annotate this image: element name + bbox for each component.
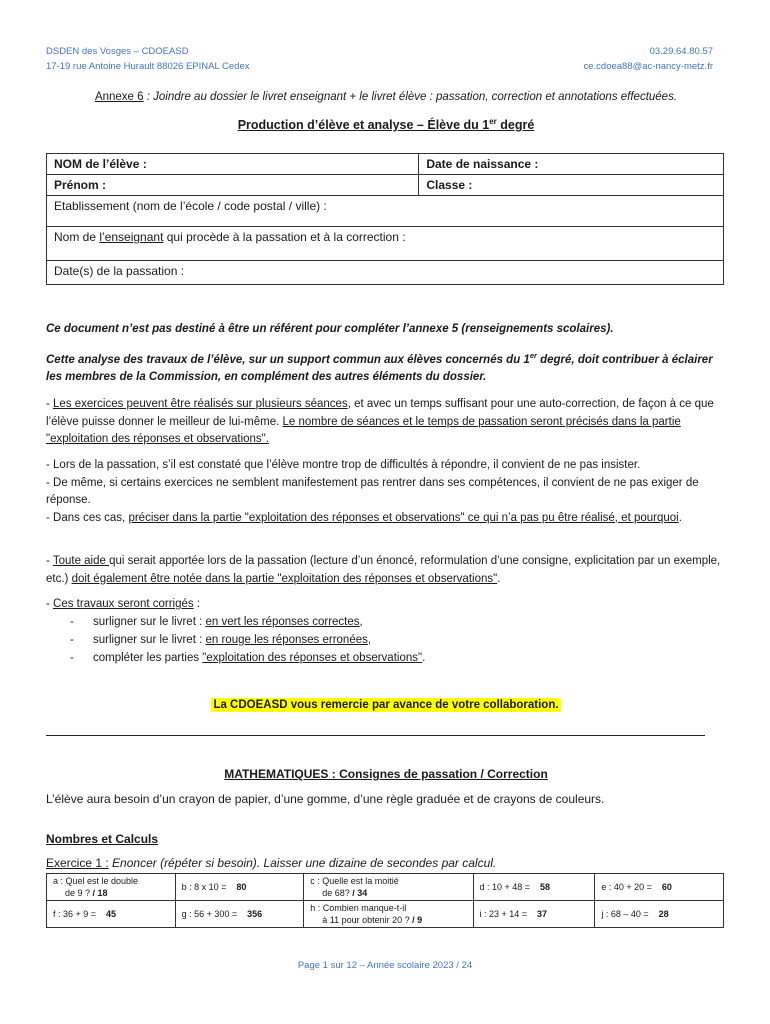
p1-u1: Les exercices peuvent être réalisés sur plusieurs séances <box>53 398 348 410</box>
calc-question: d : 10 + 48 = <box>479 882 531 892</box>
calc-question: i : 23 + 14 = <box>479 909 528 919</box>
bullet-item <box>70 649 720 667</box>
calc-answer: 37 <box>537 909 548 919</box>
thanks-line <box>46 699 726 711</box>
calc-question: h : Combien manque-t-il <box>310 903 407 913</box>
annexe-text: : Joindre au dossier le livret enseignant + le livret élève : passation, correction et annotations effectuées. <box>143 91 678 103</box>
bullet-underlined: "exploitation des réponses et observations" <box>202 652 423 664</box>
calc-question: e : 40 + 20 = <box>601 882 652 892</box>
p2-line-2: - De même, si certains exercices ne semblent manifestement pas rentrer dans ses compétences, il convient de ne pas exiger de réponse. <box>46 476 699 506</box>
p3-dash: - <box>46 555 53 567</box>
calc-cell-b <box>175 874 304 901</box>
p4-t1: : <box>193 598 201 610</box>
calc-cell-j <box>595 901 724 928</box>
calc-question-cont: de 68? <box>322 888 350 898</box>
header-address: 17-19 rue Antoine Hurault 88026 EPINAL Cedex <box>46 61 250 72</box>
bullet-text: surligner sur le livret : <box>93 616 206 628</box>
nom-field[interactable]: NOM de l’élève : <box>47 154 419 175</box>
calc-answer: / 18 <box>92 888 108 898</box>
calc-question-cont: de 9 ? <box>65 888 91 898</box>
title-sup: er <box>489 117 497 126</box>
p2-line-3 <box>46 510 728 528</box>
calc-cell-f <box>47 901 176 928</box>
calculation-table <box>46 873 724 928</box>
p3-t1: qui serait apportée lors de la passation (lecture d’un énoncé, reformulation d’une consigne, explicitation par un exemple, etc.) <box>46 555 721 585</box>
enseignant-a: Nom de <box>54 230 100 244</box>
annexe-line <box>46 91 726 103</box>
note-2b: degré, doit contribuer à éclairer les membres de la Commission, en complément des autres éléments du dossier. <box>46 353 713 383</box>
header-right <box>583 44 713 74</box>
section-nombres-calculs: Nombres et Calculs <box>46 832 159 846</box>
prenom-field[interactable]: Prénom : <box>47 175 419 196</box>
bullet-underlined: en rouge les réponses erronées <box>205 634 368 646</box>
header-org: DSDEN des Vosges – CDOEASD <box>46 46 189 57</box>
paragraph-seances <box>46 396 728 449</box>
page-title <box>46 117 726 132</box>
p3-u2: doit également être notée dans la partie "exploitation des réponses et observations" <box>71 572 498 585</box>
correction-bullets <box>70 613 720 667</box>
thanks-highlight: La CDOEASD vous remercie par avance de votre collaboration. <box>213 699 559 711</box>
exercice-1-instructions <box>46 856 496 870</box>
p2-line-1: - Lors de la passation, s’il est constaté que l’élève montre trop de difficultés à répondre, il convient de ne pas insister. <box>46 459 641 471</box>
calc-answer: 356 <box>247 909 263 919</box>
bullet-dash: - <box>70 634 74 646</box>
bullet-underlined: en vert les réponses correctes <box>205 616 360 628</box>
calc-answer: / 9 <box>412 915 423 925</box>
calc-question: b : 8 x 10 = <box>181 882 227 892</box>
p1-dash: - <box>46 398 54 410</box>
p1-u2: Le nombre de séances et le temps de passation seront précisés dans la partie "exploitation des réponses et observations". <box>46 415 681 445</box>
naissance-field[interactable]: Date de naissance : <box>419 154 724 175</box>
calc-answer: 58 <box>540 882 551 892</box>
calc-cell-a <box>47 874 176 901</box>
calc-answer: 80 <box>236 882 247 892</box>
calc-cell-d <box>473 874 595 901</box>
calc-question: c : Quelle est la moitié <box>310 876 399 886</box>
p3-t2: . <box>497 572 501 585</box>
material-text: L’élève aura besoin d’un crayon de papier, d’une gomme, d’une règle graduée et de crayons de couleurs. <box>46 792 605 806</box>
calc-cell-h <box>304 901 473 928</box>
note-1: Ce document n’est pas destiné à être un référent pour compléter l’annexe 5 (renseignements scolaires). <box>46 323 614 335</box>
table-row <box>47 874 724 901</box>
paragraph-aide <box>46 553 728 588</box>
p1-t1: , et avec un temps suffisant pour une auto-correction, de façon à ce que l’élève puisse donner le meilleur de lui-même. <box>46 398 714 428</box>
p3-u1: Toute aide <box>52 555 110 567</box>
bullet-end: , <box>359 616 363 628</box>
calc-answer: 60 <box>661 882 672 892</box>
paragraph-difficultes <box>46 457 728 527</box>
bullet-dash: - <box>70 616 74 628</box>
p2-l3b: . <box>678 511 682 524</box>
math-title: MATHEMATIQUES : Consignes de passation / Correction <box>224 767 548 781</box>
bullet-end: , <box>367 634 372 646</box>
bullet-text: surligner sur le livret : <box>93 634 206 646</box>
header-left <box>46 44 250 74</box>
calc-question: j : 68 – 40 = <box>601 909 649 919</box>
p4-dash: - <box>46 598 54 610</box>
calc-question: a : Quel est le double <box>53 876 139 886</box>
bullet-item <box>70 613 720 631</box>
paragraph-corriges <box>46 596 728 614</box>
header-phone: 03.29.64.80.57 <box>649 46 713 57</box>
bullet-end: . <box>422 652 426 664</box>
table-row <box>47 901 724 928</box>
title-main: Production d’élève et analyse – Élève du 1 <box>237 118 490 133</box>
p2-l3a: - Dans ces cas, <box>46 511 129 524</box>
calc-question: g : 56 + 300 = <box>181 909 238 919</box>
annexe-label: Annexe 6 <box>94 91 144 103</box>
p2-l3u: préciser dans la partie "exploitation des réponses et observations" ce qui n’a pas pu être réalisé, et pourquoi <box>128 511 679 524</box>
bullet-dash: - <box>70 652 74 664</box>
page-footer: Page 1 sur 12 – Année scolaire 2023 / 24 <box>297 960 473 971</box>
ex1-text: Enoncer (répéter si besoin). Laisser une dizaine de secondes par calcul. <box>108 856 497 870</box>
ex1-label: Exercice 1 : <box>46 856 109 870</box>
note-2a: Cette analyse des travaux de l’élève, sur un support commun aux élèves concernés du 1 <box>46 353 530 366</box>
bullet-item <box>70 631 720 649</box>
calc-answer: / 34 <box>352 888 368 898</box>
bullet-text: compléter les parties <box>93 652 203 664</box>
note-2 <box>46 347 726 386</box>
enseignant-b: qui procède à la passation et à la correction : <box>163 230 406 244</box>
enseignant-field[interactable] <box>47 227 724 261</box>
separator-line <box>46 735 705 736</box>
calc-answer: 28 <box>658 909 669 919</box>
title-end: degré <box>496 118 535 133</box>
student-info-table <box>46 153 724 285</box>
classe-field[interactable]: Classe : <box>419 175 724 196</box>
enseignant-u: l’enseignant <box>99 230 164 244</box>
calc-cell-g <box>175 901 304 928</box>
calc-cell-c <box>304 874 473 901</box>
calc-question: f : 36 + 9 = <box>53 909 97 919</box>
header-email: ce.cdoea88@ac-nancy-metz.fr <box>583 61 713 72</box>
p4-u1: Ces travaux seront corrigés <box>53 598 194 610</box>
calc-cell-i <box>473 901 595 928</box>
calc-question-cont: à 11 pour obtenir 20 ? <box>322 915 410 925</box>
note-2-sup: er <box>529 351 537 360</box>
etablissement-field[interactable]: Etablissement (nom de l’école / code postal / ville) : <box>47 196 724 227</box>
calc-answer: 45 <box>106 909 117 919</box>
calc-cell-e <box>595 874 724 901</box>
dates-field[interactable]: Date(s) de la passation : <box>47 261 724 285</box>
